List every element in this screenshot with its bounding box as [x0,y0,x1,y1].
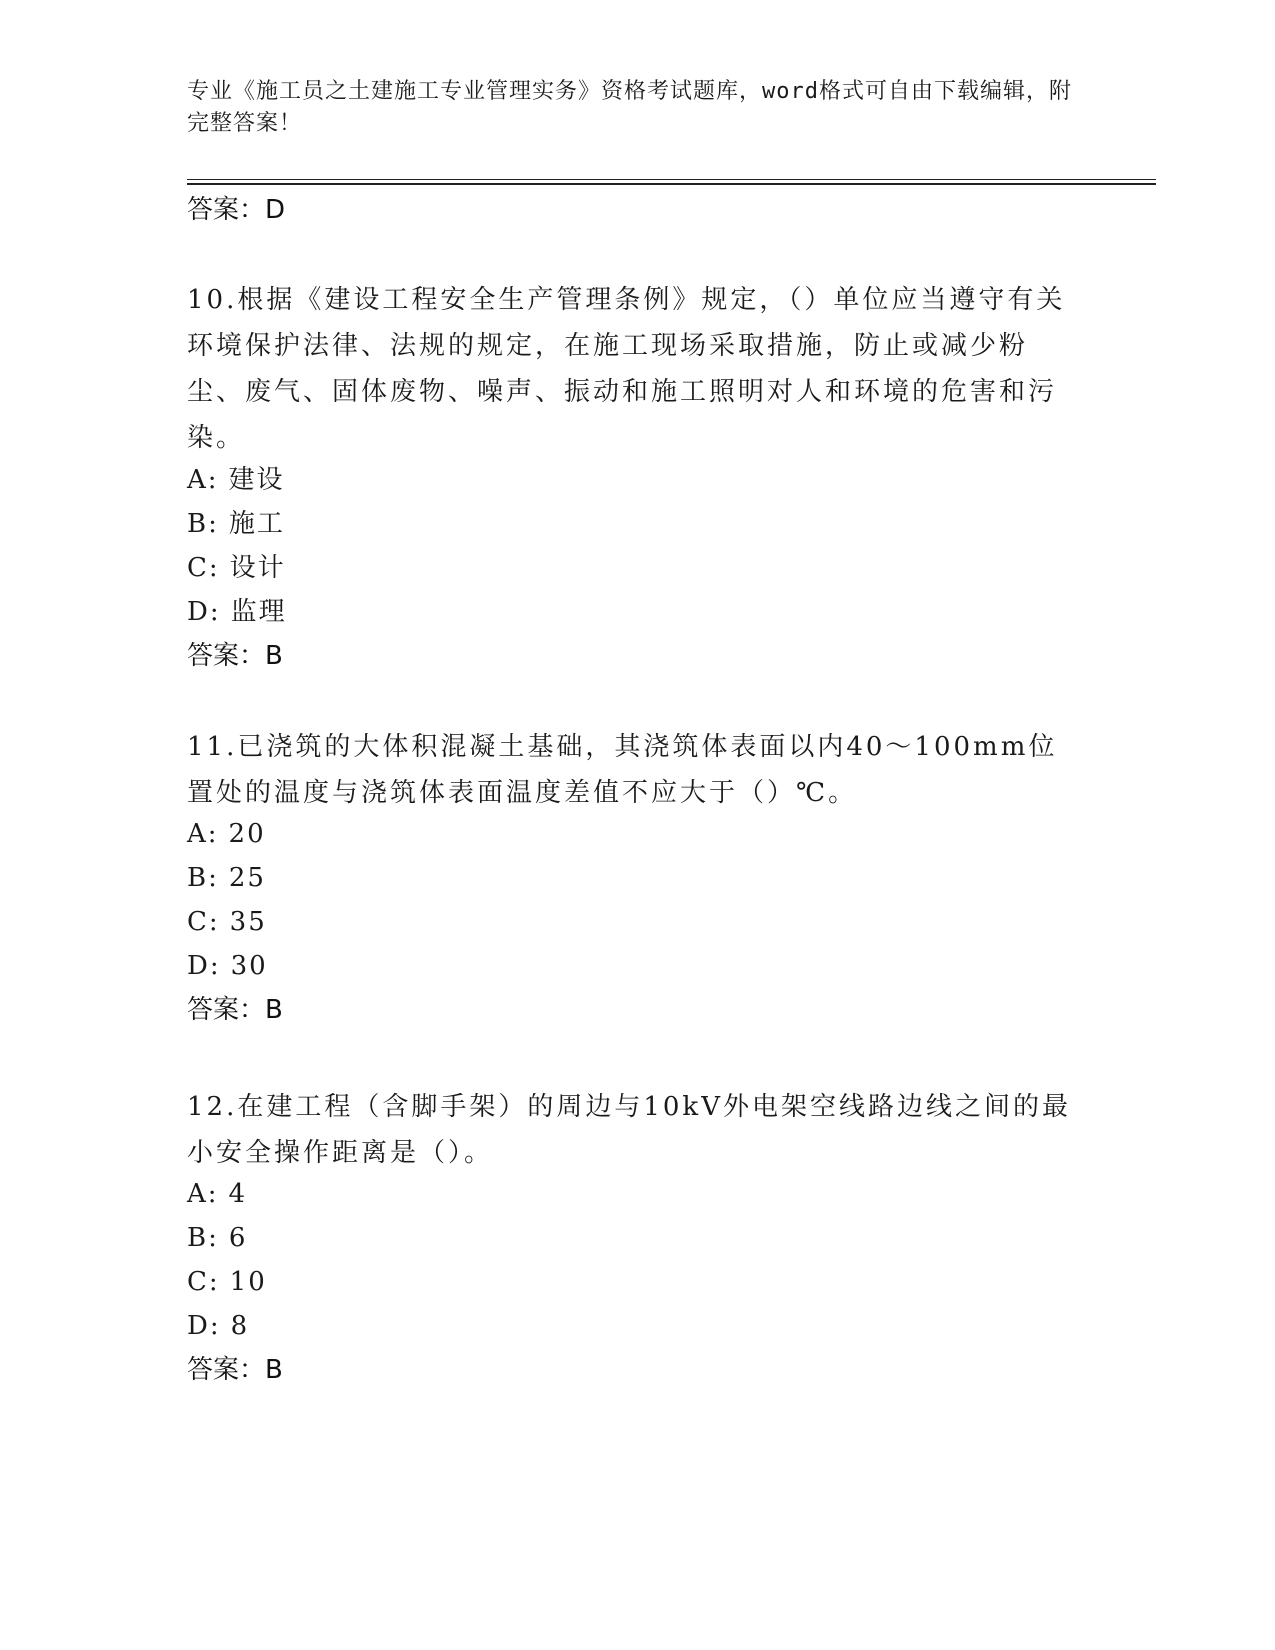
option-text: 25 [228,863,266,893]
answer-label: 答案： [187,1355,266,1385]
question-10-option-d [187,594,287,630]
option-letter: B: [187,1223,219,1253]
document-header: 专业《施工员之土建施工专业管理实务》资格考试题库，word格式可自由下载编辑，附完整答案！ [187,79,1072,136]
option-letter: A: [187,819,219,849]
option-letter: D: [187,1311,221,1341]
answer-label: 答案： [187,641,266,671]
question-11-option-c [187,904,267,940]
option-letter: B: [187,509,219,539]
option-letter: C: [187,553,220,583]
option-text: 6 [228,1223,248,1253]
option-letter: A: [187,1179,219,1209]
option-letter: C: [187,1267,220,1297]
question-11-answer [187,992,283,1028]
option-text: 8 [230,1311,250,1341]
option-text: 监理 [230,597,287,627]
question-12-answer [187,1352,283,1388]
prev-answer [187,192,285,228]
option-text: 设计 [229,553,286,583]
answer-label: 答案： [187,195,266,225]
option-text: 30 [230,951,268,981]
option-text: 施工 [228,509,285,539]
option-text: 4 [228,1179,248,1209]
question-10-option-b [187,506,285,542]
question-10-option-a [187,462,285,498]
answer-value: B [265,1355,283,1385]
question-12-option-a [187,1176,247,1212]
question-10-stem: 10.根据《建设工程安全生产管理条例》规定，（）单位应当遵守有关环境保护法律、法规的规定，在施工现场采取措施，防止或减少粉尘、废气、固体废物、噪声、振动和施工照明对人和环境的危害和污染。 [187,285,1066,453]
option-letter: B: [187,863,219,893]
option-letter: A: [187,465,219,495]
question-12-option-d [187,1308,249,1344]
option-text: 35 [229,907,267,937]
answer-label: 答案： [187,995,266,1025]
question-10-answer [187,638,283,674]
question-12-stem: 12.在建工程（含脚手架）的周边与10kV外电架空线路边线之间的最小安全操作距离是（）。 [187,1092,1071,1168]
option-letter: D: [187,951,221,981]
option-text: 10 [229,1267,267,1297]
question-11-option-b [187,860,266,896]
option-letter: C: [187,907,220,937]
question-11-stem: 11.已浇筑的大体积混凝土基础，其浇筑体表面以内40～100mm位置处的温度与浇筑体表面温度差值不应大于（）℃。 [187,732,1058,808]
header-rule-thin [187,179,1156,180]
header-rule-thick [187,183,1156,185]
answer-value: B [265,995,283,1025]
question-11-option-a [187,816,266,852]
option-text: 20 [228,819,266,849]
question-12-option-b [187,1220,247,1256]
question-11-option-d [187,948,268,984]
answer-value: D [265,195,286,225]
option-text: 建设 [228,465,285,495]
question-12-option-c [187,1264,267,1300]
question-10-option-c [187,550,286,586]
answer-value: B [265,641,283,671]
option-letter: D: [187,597,221,627]
